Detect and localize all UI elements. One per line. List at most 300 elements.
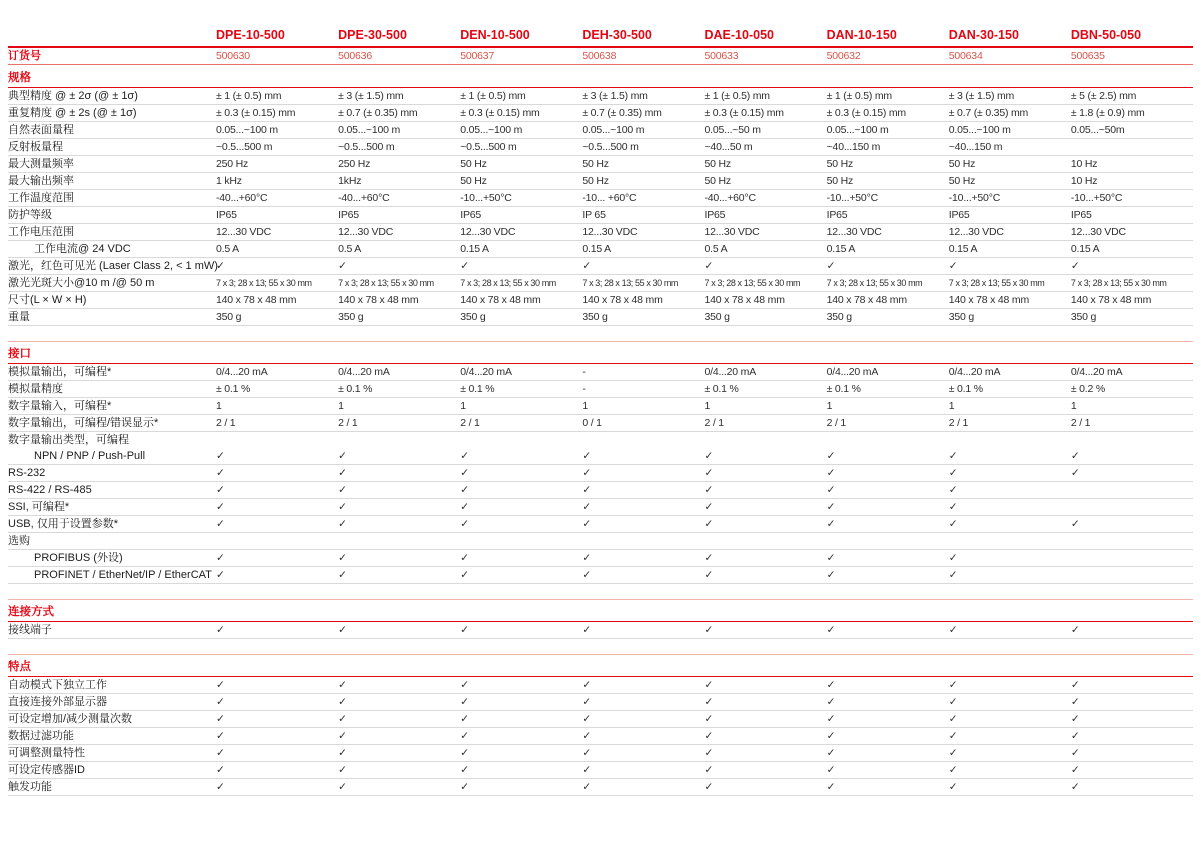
spec-value: 0.05...~50m: [1070, 124, 1125, 136]
spec-value: ± 0.3 (± 0.15) mm: [826, 107, 906, 119]
row-label: 可设定增加/减少测量次数: [8, 713, 133, 725]
section-title: 规格: [8, 72, 31, 84]
section-title: 特点: [8, 661, 31, 673]
spec-value: ± 0.1 %: [460, 383, 495, 395]
check-mark: ✓: [582, 781, 591, 793]
row-label: 尺寸(L × W × H): [8, 294, 87, 306]
check-mark: ✓: [948, 713, 958, 725]
spec-value: 350 g: [1070, 311, 1097, 323]
spec-value: 0/4...20 mA: [338, 366, 390, 378]
spec-value: 7 x 3; 28 x 13; 55 x 30 mm: [704, 278, 801, 288]
check-mark: ✓: [338, 747, 347, 759]
check-mark: ✓: [826, 624, 836, 636]
spec-value: 7 x 3; 28 x 13; 55 x 30 mm: [948, 278, 1045, 288]
spec-value: 0/4...20 mA: [826, 366, 879, 378]
spec-value: 7 x 3; 28 x 13; 55 x 30 mm: [582, 278, 679, 288]
order-number: 500635: [1070, 50, 1105, 62]
spec-row: [8, 622, 1193, 639]
row-label: 最大输出频率: [8, 175, 74, 187]
check-mark: ✓: [582, 764, 591, 776]
spec-value: ~40...50 m: [704, 141, 753, 153]
check-mark: ✓: [216, 624, 225, 636]
spec-value: 0.5 A: [704, 243, 728, 255]
spec-value: 2 / 1: [704, 417, 724, 429]
check-mark: ✓: [460, 260, 469, 272]
check-mark: ✓: [948, 501, 958, 513]
order-row-label: 订货号: [8, 50, 41, 62]
check-mark: ✓: [1070, 679, 1080, 691]
spec-value: 2 / 1: [826, 417, 847, 429]
spec-value: ~0.5...500 m: [216, 141, 273, 153]
spec-value: ± 1.8 (± 0.9) mm: [1070, 107, 1145, 119]
row-label: 模拟量输出，可编程*: [8, 366, 112, 378]
check-mark: ✓: [948, 569, 958, 581]
spec-row: [8, 567, 1193, 584]
check-mark: ✓: [338, 713, 347, 725]
check-mark: ✓: [338, 730, 347, 742]
check-mark: ✓: [338, 679, 347, 691]
spec-row: [8, 516, 1193, 533]
spec-value: 0/4...20 mA: [460, 366, 512, 378]
spec-value: 0.05...~50 m: [704, 124, 761, 136]
check-mark: ✓: [704, 450, 714, 462]
spec-value: 0/4...20 mA: [704, 366, 756, 378]
order-number: 500638: [582, 50, 617, 62]
spec-value: 140 x 78 x 48 mm: [704, 294, 785, 306]
spec-value: 50 Hz: [948, 175, 976, 187]
row-label: 激光光斑大小@10 m /@ 50 m: [8, 277, 155, 289]
spec-value: 350 g: [704, 311, 730, 323]
spec-value: ± 0.7 (± 0.35) mm: [338, 107, 418, 119]
check-mark: ✓: [948, 764, 958, 776]
spec-value: 1: [582, 400, 589, 412]
check-mark: ✓: [704, 696, 714, 708]
spec-value: 350 g: [948, 311, 975, 323]
product-name: DEN-10-500: [460, 28, 530, 42]
check-mark: ✓: [704, 747, 714, 759]
spec-row: [8, 745, 1193, 762]
spec-value: 2 / 1: [1070, 417, 1091, 429]
spec-value: -10...+50°C: [460, 192, 512, 204]
spec-value: 1: [826, 400, 833, 412]
check-mark: ✓: [826, 484, 836, 496]
check-mark: ✓: [826, 696, 836, 708]
section-header: [8, 599, 1193, 622]
check-mark: ✓: [826, 552, 836, 564]
row-label: RS-422 / RS-485: [8, 484, 92, 496]
check-mark: ✓: [1070, 730, 1080, 742]
spec-row: [8, 398, 1193, 415]
spec-value: ± 0.1 %: [948, 383, 983, 395]
check-mark: ✓: [704, 569, 714, 581]
check-mark: ✓: [338, 569, 347, 581]
spec-value: -10... +60°C: [582, 192, 637, 204]
spec-value: 50 Hz: [460, 175, 487, 187]
spec-value: 140 x 78 x 48 mm: [582, 294, 663, 306]
row-label: 自然表面量程: [8, 124, 74, 136]
spec-value: 350 g: [338, 311, 364, 323]
check-mark: ✓: [216, 518, 225, 530]
row-label: 工作电流@ 24 VDC: [34, 243, 131, 255]
spec-row: [8, 415, 1193, 432]
check-mark: ✓: [460, 730, 469, 742]
check-mark: ✓: [216, 781, 225, 793]
spec-row: [8, 550, 1193, 567]
spec-value: 0.15 A: [948, 243, 978, 255]
check-mark: ✓: [704, 781, 714, 793]
spec-row: [8, 728, 1193, 745]
spec-value: ± 3 (± 1.5) mm: [582, 90, 648, 102]
row-label: 数字量输入，可编程*: [8, 400, 112, 412]
check-mark: ✓: [582, 624, 591, 636]
spec-value: ± 3 (± 1.5) mm: [948, 90, 1015, 102]
spec-row: [8, 499, 1193, 516]
check-mark: ✓: [704, 624, 714, 636]
spec-value: -10...+50°C: [1070, 192, 1123, 204]
check-mark: ✓: [826, 781, 836, 793]
product-name: DAN-10-150: [826, 28, 897, 42]
check-mark: ✓: [338, 450, 347, 462]
spec-value: 12...30 VDC: [1070, 226, 1126, 238]
check-mark: ✓: [826, 518, 836, 530]
spec-value: ± 1 (± 0.5) mm: [216, 90, 282, 102]
check-mark: ✓: [216, 450, 225, 462]
check-mark: ✓: [338, 552, 347, 564]
check-mark: ✓: [1070, 260, 1080, 272]
check-mark: ✓: [582, 450, 591, 462]
spec-row: [8, 465, 1193, 482]
order-number: 500630: [216, 50, 250, 62]
order-number: 500632: [826, 50, 861, 62]
check-mark: ✓: [216, 260, 225, 272]
check-mark: ✓: [216, 501, 225, 513]
spec-value: ~0.5...500 m: [460, 141, 517, 153]
check-mark: ✓: [582, 569, 591, 581]
check-mark: ✓: [1070, 747, 1080, 759]
check-mark: ✓: [460, 501, 469, 513]
spec-value: 10 Hz: [1070, 175, 1098, 187]
spec-value: ~40...150 m: [948, 141, 1003, 153]
spec-value: 0/4...20 mA: [948, 366, 1001, 378]
row-label: RS-232: [8, 467, 46, 479]
spec-value: -10...+50°C: [826, 192, 878, 204]
row-label: 数字量输出，可编程/错误显示*: [8, 417, 159, 429]
row-label: 反射板量程: [8, 141, 63, 153]
check-mark: ✓: [338, 764, 347, 776]
spec-row: [8, 190, 1193, 207]
spec-value: -40...+60°C: [216, 192, 268, 204]
spec-value: 1: [948, 400, 955, 412]
check-mark: ✓: [1070, 467, 1080, 479]
datasheet-spec-table: [8, 26, 1193, 796]
row-label: USB, 仅用于设置参数*: [8, 518, 119, 530]
row-label: PROFINET / EtherNet/IP / EtherCAT: [34, 569, 212, 581]
check-mark: ✓: [826, 467, 836, 479]
check-mark: ✓: [1070, 713, 1080, 725]
check-mark: ✓: [582, 467, 591, 479]
check-mark: ✓: [948, 781, 958, 793]
spec-value: 50 Hz: [948, 158, 976, 170]
check-mark: ✓: [948, 467, 958, 479]
row-label: 选购: [8, 535, 30, 547]
spec-value: 0.15 A: [826, 243, 856, 255]
spec-value: 7 x 3; 28 x 13; 55 x 30 mm: [338, 278, 434, 288]
row-label: NPN / PNP / Push-Pull: [34, 450, 146, 462]
check-mark: ✓: [826, 501, 836, 513]
check-mark: ✓: [826, 450, 836, 462]
check-mark: ✓: [582, 260, 591, 272]
spec-value: 1: [216, 400, 222, 412]
check-mark: ✓: [826, 569, 836, 581]
check-mark: ✓: [704, 730, 714, 742]
spec-value: ± 0.7 (± 0.35) mm: [582, 107, 662, 119]
spec-value: 12...30 VDC: [704, 226, 760, 238]
row-label: 数据过滤功能: [8, 730, 74, 742]
spec-value: 2 / 1: [460, 417, 480, 429]
check-mark: ✓: [460, 569, 469, 581]
product-name: DAE-10-050: [704, 28, 774, 42]
spec-value: -40...+60°C: [704, 192, 756, 204]
check-mark: ✓: [948, 260, 958, 272]
spec-value: 50 Hz: [460, 158, 487, 170]
spec-value: 7 x 3; 28 x 13; 55 x 30 mm: [826, 278, 923, 288]
spec-value: 250 Hz: [216, 158, 249, 170]
spec-value: ± 5 (± 2.5) mm: [1070, 90, 1137, 102]
spec-value: 50 Hz: [582, 175, 609, 187]
row-label: 数字量输出类型，可编程: [8, 434, 129, 446]
spec-value: -40...+60°C: [338, 192, 390, 204]
spec-value: 7 x 3; 28 x 13; 55 x 30 mm: [460, 278, 556, 288]
spec-value: 0/4...20 mA: [216, 366, 268, 378]
spec-row: [8, 292, 1193, 309]
check-mark: ✓: [460, 764, 469, 776]
spec-row: [8, 309, 1193, 326]
spec-value: 140 x 78 x 48 mm: [460, 294, 541, 306]
spec-value: 12...30 VDC: [948, 226, 1004, 238]
check-mark: ✓: [338, 501, 347, 513]
check-mark: ✓: [338, 467, 347, 479]
spec-value: 2 / 1: [338, 417, 358, 429]
spec-row: [8, 122, 1193, 139]
spec-subheader-row: [8, 432, 1193, 448]
spec-value: 0/4...20 mA: [1070, 366, 1123, 378]
check-mark: ✓: [948, 624, 958, 636]
spec-value: ± 0.1 %: [338, 383, 373, 395]
spec-row: [8, 448, 1193, 465]
spec-value: 350 g: [216, 311, 242, 323]
spec-value: -: [582, 383, 586, 395]
spec-row: [8, 88, 1193, 105]
spec-value: 140 x 78 x 48 mm: [826, 294, 907, 306]
spec-row: [8, 381, 1193, 398]
check-mark: ✓: [704, 764, 714, 776]
check-mark: ✓: [582, 679, 591, 691]
row-label: 直接连接外部显示器: [8, 696, 107, 708]
spec-row: [8, 139, 1193, 156]
row-label: 可调整测量特性: [8, 747, 85, 759]
spec-value: 350 g: [826, 311, 852, 323]
check-mark: ✓: [460, 781, 469, 793]
check-mark: ✓: [948, 730, 958, 742]
check-mark: ✓: [1070, 781, 1080, 793]
check-mark: ✓: [460, 484, 469, 496]
check-mark: ✓: [826, 747, 836, 759]
spec-value: ± 0.1 %: [704, 383, 739, 395]
section-title: 连接方式: [8, 606, 54, 618]
spec-value: 50 Hz: [704, 175, 731, 187]
check-mark: ✓: [460, 624, 469, 636]
check-mark: ✓: [948, 518, 958, 530]
spec-value: 50 Hz: [826, 158, 854, 170]
spec-row: [8, 779, 1193, 796]
check-mark: ✓: [460, 518, 469, 530]
check-mark: ✓: [338, 484, 347, 496]
check-mark: ✓: [704, 484, 714, 496]
check-mark: ✓: [338, 518, 347, 530]
check-mark: ✓: [704, 552, 714, 564]
check-mark: ✓: [460, 713, 469, 725]
spec-row: [8, 173, 1193, 190]
check-mark: ✓: [826, 730, 836, 742]
spec-value: 10 Hz: [1070, 158, 1098, 170]
check-mark: ✓: [216, 467, 225, 479]
check-mark: ✓: [460, 679, 469, 691]
check-mark: ✓: [582, 696, 591, 708]
check-mark: ✓: [704, 679, 714, 691]
spec-row: [8, 694, 1193, 711]
check-mark: ✓: [948, 552, 958, 564]
check-mark: ✓: [1070, 764, 1080, 776]
row-label: 可设定传感器ID: [8, 764, 85, 776]
check-mark: ✓: [582, 713, 591, 725]
spec-value: ~40...150 m: [826, 141, 881, 153]
spec-row: [8, 105, 1193, 122]
order-number: 500636: [338, 50, 372, 62]
spec-value: IP 65: [582, 209, 606, 221]
product-name: DPE-30-500: [338, 28, 407, 42]
spec-value: 1kHz: [338, 175, 362, 187]
section-header: [8, 341, 1193, 364]
row-label: 工作电压范围: [8, 226, 74, 238]
check-mark: ✓: [1070, 450, 1080, 462]
spec-value: 0.05...~100 m: [460, 124, 523, 136]
section-header: [8, 66, 1193, 88]
order-number: 500634: [948, 50, 983, 62]
spec-value: 1: [338, 400, 344, 412]
check-mark: ✓: [460, 467, 469, 479]
check-mark: ✓: [1070, 518, 1080, 530]
spec-row: [8, 275, 1193, 292]
spec-value: ± 0.1 %: [216, 383, 251, 395]
spec-value: 50 Hz: [582, 158, 609, 170]
spec-value: ± 1 (± 0.5) mm: [826, 90, 892, 102]
spec-value: 140 x 78 x 48 mm: [338, 294, 419, 306]
product-name: DPE-10-500: [216, 28, 285, 42]
check-mark: ✓: [582, 730, 591, 742]
spec-value: 350 g: [460, 311, 486, 323]
spec-row: [8, 241, 1193, 258]
check-mark: ✓: [216, 713, 225, 725]
spec-row: [8, 482, 1193, 499]
spec-value: ± 0.3 (± 0.15) mm: [704, 107, 784, 119]
check-mark: ✓: [704, 501, 714, 513]
check-mark: ✓: [704, 713, 714, 725]
check-mark: ✓: [948, 484, 958, 496]
spec-value: 1 kHz: [216, 175, 242, 187]
row-label: 工作温度范围: [8, 192, 74, 204]
row-label: 重量: [8, 311, 30, 323]
spec-value: 12...30 VDC: [216, 226, 271, 238]
spec-value: IP65: [460, 209, 482, 221]
row-label: 触发功能: [8, 781, 52, 793]
spec-value: IP65: [948, 209, 970, 221]
check-mark: ✓: [338, 696, 347, 708]
spec-row: [8, 156, 1193, 173]
spec-value: 1: [1070, 400, 1077, 412]
check-mark: ✓: [1070, 696, 1080, 708]
check-mark: ✓: [948, 450, 958, 462]
spec-value: 1: [460, 400, 466, 412]
spec-value: ± 0.1 %: [826, 383, 861, 395]
spec-value: 350 g: [582, 311, 608, 323]
check-mark: ✓: [826, 260, 836, 272]
check-mark: ✓: [704, 260, 714, 272]
check-mark: ✓: [582, 501, 591, 513]
spec-value: ~0.5...500 m: [338, 141, 395, 153]
check-mark: ✓: [826, 764, 836, 776]
product-name: DEH-30-500: [582, 28, 652, 42]
spec-value: 0.15 A: [460, 243, 489, 255]
spec-value: 50 Hz: [704, 158, 731, 170]
spec-row: [8, 224, 1193, 241]
spec-value: 12...30 VDC: [582, 226, 638, 238]
row-label: 模拟量精度: [8, 383, 63, 395]
check-mark: ✓: [460, 747, 469, 759]
check-mark: ✓: [216, 484, 225, 496]
spec-row: [8, 258, 1193, 275]
spec-row: [8, 364, 1193, 381]
check-mark: ✓: [216, 764, 225, 776]
spec-value: 7 x 3; 28 x 13; 55 x 30 mm: [1070, 278, 1167, 288]
spec-value: 140 x 78 x 48 mm: [1070, 294, 1152, 306]
spec-value: IP65: [216, 209, 237, 221]
row-label: 防护等级: [8, 209, 52, 221]
row-label: PROFIBUS (外设): [34, 552, 123, 564]
spec-value: 2 / 1: [948, 417, 969, 429]
spec-subheader-row: [8, 533, 1193, 550]
row-label: 重复精度 @ ± 2s (@ ± 1σ): [8, 107, 137, 119]
spec-value: 0.05...~100 m: [338, 124, 401, 136]
check-mark: ✓: [582, 484, 591, 496]
check-mark: ✓: [1070, 624, 1080, 636]
section-header: [8, 654, 1193, 677]
check-mark: ✓: [948, 679, 958, 691]
spec-value: 0.15 A: [1070, 243, 1100, 255]
product-name: DBN-50-050: [1070, 28, 1142, 42]
spec-value: 0.5 A: [216, 243, 239, 255]
spec-value: 0.05...~100 m: [582, 124, 645, 136]
check-mark: ✓: [338, 624, 347, 636]
row-label: 接线端子: [8, 624, 52, 636]
spec-value: IP65: [826, 209, 848, 221]
check-mark: ✓: [582, 518, 591, 530]
spec-row: [8, 762, 1193, 779]
spec-value: -: [582, 366, 586, 378]
spec-value: 140 x 78 x 48 mm: [216, 294, 297, 306]
spec-value: 140 x 78 x 48 mm: [948, 294, 1030, 306]
row-label: SSI, 可编程*: [8, 501, 70, 513]
spec-row: [8, 677, 1193, 694]
